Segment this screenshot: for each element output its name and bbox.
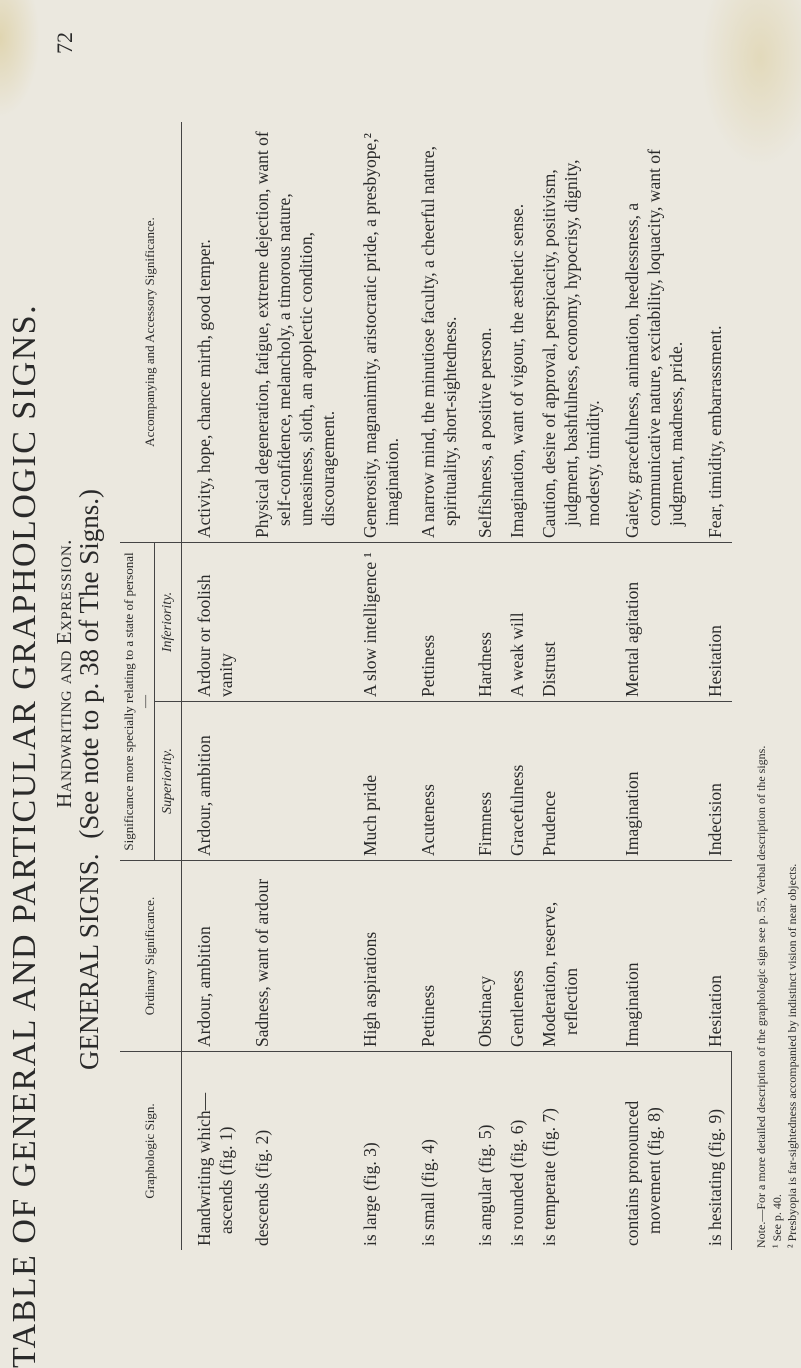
sign-cell: contains pronounced movement (fig. 8) [616, 1052, 699, 1251]
inferiority-cell: Distrust [533, 543, 616, 702]
accompanying-cell: Selfishness, a positive person. [475, 327, 496, 538]
table-row [354, 122, 411, 1250]
table-row [501, 122, 533, 1250]
sign-cell: is small (fig. 4) [412, 1052, 469, 1251]
table-row [412, 122, 469, 1250]
ordinary-cell: Imagination [616, 861, 699, 1052]
accompanying-cell: Physical degeneration, fatigue, extreme dejection, want of self-confidence, melancholy, a timorous nature, uneasiness, sloth, an apoplectic condition, discouragement. [252, 131, 339, 538]
sign-cell: is hesitating (fig. 9) [699, 1052, 732, 1251]
sign-cell: is angular (fig. 5) [469, 1052, 501, 1251]
inferiority-cell: Ardour or foolish vanity [182, 543, 247, 702]
table-row [469, 122, 501, 1250]
subtitle-general-signs: GENERAL SIGNS. [74, 853, 104, 1070]
inferiority-cell: Mental agitation [616, 543, 699, 702]
footnotes [754, 108, 801, 1248]
sign-text: Handwriting which— ascends (fig. 1) [194, 1092, 236, 1246]
table-title: TABLE OF GENERAL AND PARTICULAR GRAPHOLOGIC SIGNS. [6, 303, 43, 1368]
inferiority-cell: A slow intelligence ¹ [354, 543, 411, 702]
footnote-1: ¹ See p. 40. [769, 1194, 784, 1248]
inferiority-cell: Pettiness [412, 543, 469, 702]
table-row [699, 122, 732, 1250]
superiority-cell: Acuteness [412, 702, 469, 861]
ordinary-cell: High aspirations [354, 861, 411, 1052]
running-head: Handwriting and Expression. [52, 539, 76, 808]
superiority-cell: Firmness [469, 702, 501, 861]
sign-cell [182, 1052, 247, 1251]
ordinary-cell: Pettiness [412, 861, 469, 1052]
header-special-significance: Significance more specially relating to a state of personal— [120, 543, 155, 861]
inferiority-cell [246, 543, 354, 702]
footnote-2: ² Presbyopia is far-sightedness accompanied by indistinct vision of near objects. [785, 863, 800, 1248]
ordinary-cell: Gentleness [501, 861, 533, 1052]
table-row [533, 122, 616, 1250]
header-accompanying-significance: Accompanying and Accessory Significance. [120, 122, 182, 543]
header-graphologic-sign: Graphologic Sign. [120, 1052, 182, 1251]
inferiority-cell: A weak will [501, 543, 533, 702]
superiority-cell: Gracefulness [501, 702, 533, 861]
graphologic-signs-table [120, 122, 732, 1250]
table-row [182, 122, 247, 1250]
accompanying-cell: Imagination, want of vigour, the æsthetic sense. [507, 203, 528, 538]
header-ordinary-significance: Ordinary Significance. [120, 861, 182, 1052]
table-row [616, 122, 699, 1250]
sign-cell: is temperate (fig. 7) [533, 1052, 616, 1251]
sign-cell: is large (fig. 3) [354, 1052, 411, 1251]
paper-stain [0, 0, 40, 118]
accompanying-cell: Caution, desire of approval, perspicacity, positivism, judgment, bashfulness, economy, hypocrisy, dignity, modesty, timidity. [539, 159, 604, 538]
accompanying-cell: Gaiety, gracefulness, animation, heedlessness, a communicative nature, excitability, loquacity, want of judgment, madness, pride. [622, 149, 686, 538]
superiority-cell: Imagination [616, 702, 699, 861]
superiority-cell: Indecision [699, 702, 732, 861]
footnote-note: Note.—For a more detailed description of the graphologic sign see p. 55, Verbal description of the signs. [754, 745, 768, 1248]
table-row [246, 122, 354, 1250]
accompanying-cell: Activity, hope, chance mirth, good temper. [194, 239, 214, 538]
ordinary-cell: Moderation, reserve, reflection [533, 861, 616, 1052]
superiority-cell: Much pride [354, 702, 411, 861]
accompanying-cell: Fear, timidity, embarrassment. [704, 325, 725, 538]
accompanying-cell: A narrow mind, the minutiose faculty, a cheerful nature, spirituality, short-sightedness. [417, 146, 460, 538]
ordinary-cell: Ardour, ambition [182, 861, 247, 1052]
superiority-cell: Ardour, ambition [182, 702, 247, 861]
header-superiority: Superiority. [155, 702, 182, 861]
ordinary-cell: Obstinacy [469, 861, 501, 1052]
sign-cell: is rounded (fig. 6) [501, 1052, 533, 1251]
ordinary-cell: Hesitation [699, 861, 732, 1052]
page-number: 72 [52, 32, 77, 54]
table-subtitle [74, 481, 105, 1070]
superiority-cell: Prudence [533, 702, 616, 861]
header-inferiority: Inferiority. [155, 543, 182, 702]
ordinary-cell: Sadness, want of ardour [246, 861, 354, 1052]
superiority-cell [246, 702, 354, 861]
inferiority-cell: Hesitation [699, 543, 732, 702]
inferiority-cell: Hardness [469, 543, 501, 702]
accompanying-cell: Generosity, magnanimity, aristocratic pride, a presbyope,² imagination. [360, 133, 403, 538]
sign-cell: descends (fig. 2) [246, 1052, 354, 1251]
subtitle-note: (See note to p. 38 of The Signs.) [74, 489, 104, 839]
